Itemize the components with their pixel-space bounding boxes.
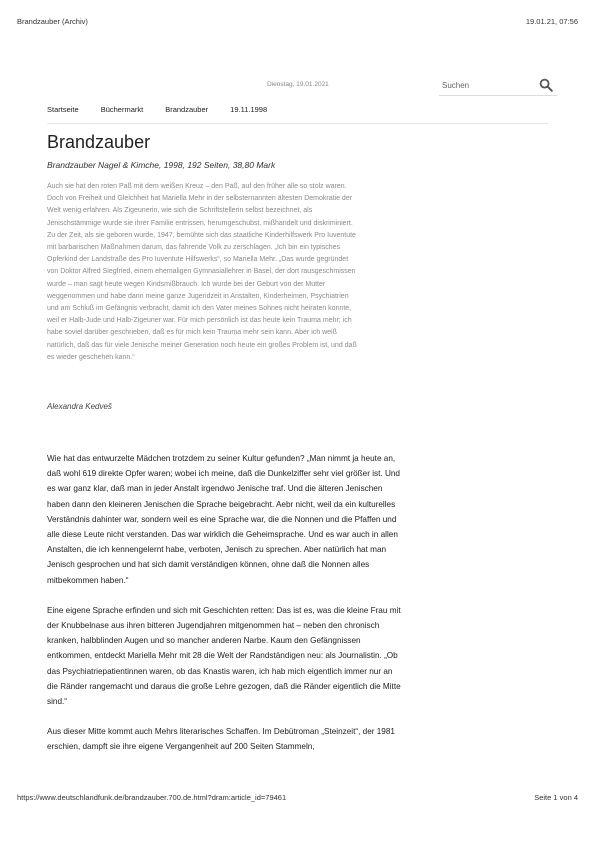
search-input[interactable]: [442, 81, 532, 90]
article-paragraph: Aus dieser Mitte kommt auch Mehrs literarisches Schaffen. Im Debütroman „Steinzeit“, der 1981 erschien, dampft sie ihre eigene Vergangenheit auf 200 Seiten Stammeln,: [47, 727, 395, 752]
current-date: Dienstag, 19.01.2021: [267, 81, 329, 88]
breadcrumb-buechermarkt[interactable]: Büchermarkt: [100, 105, 144, 114]
breadcrumb-brandzauber[interactable]: Brandzauber: [165, 105, 209, 114]
page-title: Brandzauber: [47, 132, 151, 152]
breadcrumb-home[interactable]: Startseite: [47, 105, 79, 114]
print-header-title: Brandzauber (Archiv): [17, 17, 88, 26]
search-box: [439, 78, 557, 96]
article-teaser: Auch sie hat den roten Paß mit dem weißen Kreuz – den Paß, auf den früher alle so stolz waren. Doch von Freiheit und Gleichheit hat Mariella Mehr in der selbsternannten ältesten Demokratie der Welt wenig erfahren. Als Zigeunerin, wie sich die Schriftstellerin selbst bezeichnet, als Jenischstämmige wurde sie ihrer Familie entrissen, herumgeschubst, mißhandelt und diskriminiert. Zu der Zeit, als sie geboren wurde, 1947, bemühte sich das staatliche Kinderhilfswerk Pro Iuventute mit barbarischen Maßnahmen darum, das fahrende Volk zu zerschlagen. „Ich bin ein typisches Opferkind der Landstraße des Pro Iuventute Hilfswerks“, so Mariella Mehr. „Das wurde gegründet von Doktor Alfred Siegfried, einem ehemaligen Gymnasiallehrer in Basel, der dort rausgeschmissen wurde – man sagt heute wegen Kindsmißbrauch. Ich wurde bei der Geburt von der Mutter weggenommen und habe dann meine ganze Jugendzeit in Anstalten, Kinderheimen, Psychiatrien und am Schluß im Gefängnis verbracht, damit ich den Vater meines Sohnes nicht heiraten konnte, weil er Halb-Jude und Halb-Zigeuner war. Für mich persönlich ist das heute kein Trauma mehr; ich habe soviel darüber geschrieben, daß es für mich kein Trauma mehr sein kann. Aber ich weiß natürlich, daß das für viele Jenische meiner Generation noch heute ein großes Problem ist, und daß es wieder geschehen kann.“: [47, 183, 357, 361]
article-body: [47, 451, 405, 770]
breadcrumb: [47, 105, 548, 124]
print-footer: [17, 793, 578, 802]
breadcrumb-date[interactable]: 19.11.1998: [230, 105, 268, 114]
search-icon[interactable]: [539, 78, 553, 92]
page-number: Seite 1 von 4: [534, 793, 578, 802]
article-paragraph: Wie hat das entwurzelte Mädchen trotzdem zu seiner Kultur gefunden? „Man nimmt ja heute an, daß wohl 619 direkte Opfer waren; wobei ich meine, daß die Dunkelziffer sehr viel größer ist. Und es war ganz klar, daß man in jeder Anstalt irgendwo Jenische traf. Und die älteren Jenischen haben dann den kleineren Jenischen die Sprache beigebracht. Aebr nicht, weil da ein kulturelles Verständnis dahinter war, sondern weil es eine Sprache war, die die Nonnen und die Pfaffen und alle diese Leute nicht verstanden. Das war wirklich die Geheimsprache. Und es war auch in allen Anstalten, die ich kennengelernt habe, verboten, Jenisch zu sprechen. Aber natürlich hat man Jenisch gesprochen und hat sich damit verständigen können, ohne daß die Nonnen alles mitbekommen haben.“: [47, 454, 400, 585]
book-info: Brandzauber Nagel & Kimche, 1998, 192 Seiten, 38,80 Mark: [47, 160, 276, 170]
author-name: Alexandra Kedveš: [47, 402, 112, 411]
page-url: https://www.deutschlandfunk.de/brandzauber.700.de.html?dram:article_id=79461: [17, 793, 287, 802]
print-header-timestamp: 19.01.21, 07:56: [525, 17, 578, 26]
print-header: [17, 17, 578, 26]
article-paragraph: Eine eigene Sprache erfinden und sich mit Geschichten retten: Das ist es, was die kleine Frau mit der Knubbelnase aus ihren bitteren Jugendjahren mitgenommen hat – neben den chronisch kranken, halbblinden Augen und so mancher anderen Narbe. Kaum den Gefängnissen entkommen, entdeckt Mariella Mehr mit 28 die Welt der Randständigen neu: als Journalistin. „Ob das Psychiatriepatientinnen waren, ob das Knastis waren, ich hab mich eigentlich immer nur an die Ränder rangemacht und daraus die große Lehre gezogen, daß die Ränder eigentlich die Mitte sind.“: [47, 605, 401, 707]
